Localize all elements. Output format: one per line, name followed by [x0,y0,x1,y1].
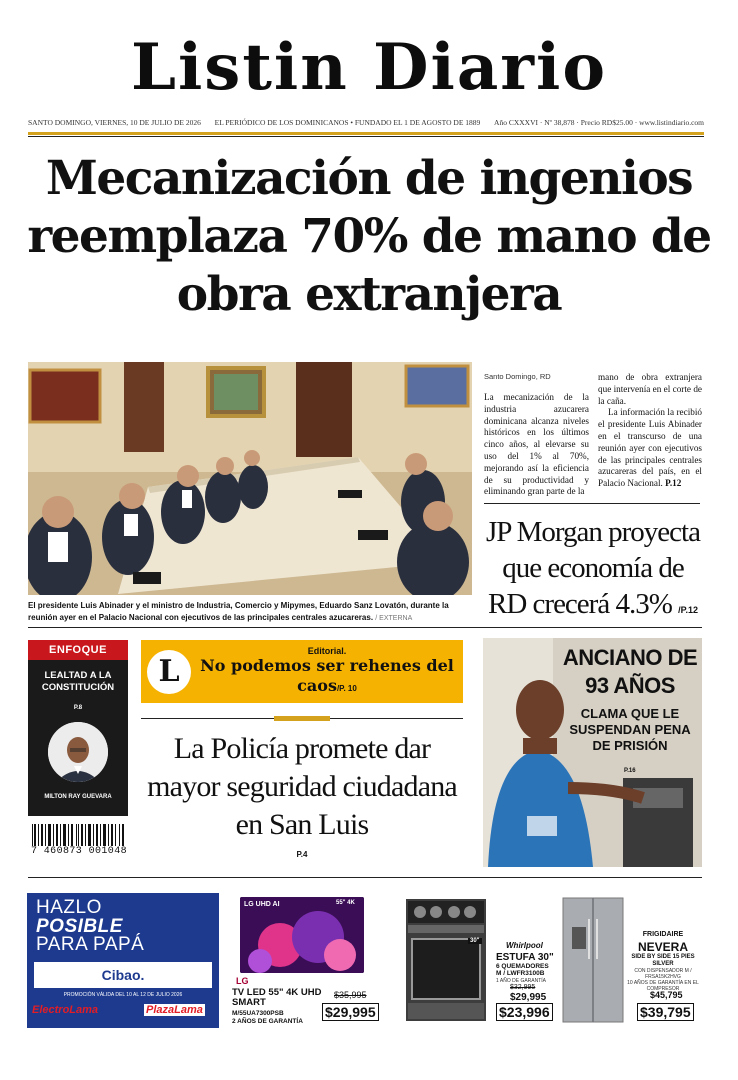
editorial-logo-letter: L [158,654,180,689]
enfoque-title: LEALTAD A LA CONSTITUCIÓN [41,670,115,693]
masthead-logo: Listin Diario [130,30,608,105]
section-rule [28,877,702,878]
stove-old-price: $32,995 [510,984,536,991]
author-portrait-icon [48,722,108,782]
story-page-ref[interactable]: P.12 [665,478,682,489]
stove-mid-price: $29,995 [510,992,547,1003]
tv-screen-badge: 55" 4K [336,900,355,906]
meeting-photo-illustration [28,362,472,595]
stove-icon [406,899,486,1021]
tv-screen-brand: LG UHD AI [244,901,280,908]
section-rule [28,627,702,628]
section-rule [484,503,700,504]
stove-warranty: 1 AÑO DE GARANTÍA [496,978,547,984]
barcode-number: 7 460873 001048 [28,846,130,857]
fridge-desc: SIDE BY SIDE 15 PIES SILVER [631,954,695,967]
gold-accent-rule [274,716,330,721]
issue-info: Año CXXXVI · Nº 38,878 · Precio RD$25.00 · www.listindiario.com [494,117,704,127]
enfoque-page: P.8 [73,705,83,711]
stove-desc: 6 QUEMADORES [496,963,549,970]
ad-electrolama-logo: ElectroLama [32,1004,99,1016]
policia-page: P.4 [296,850,308,859]
body-column-2 [598,372,702,490]
policia-headline[interactable]: La Policía promete dar mayor seguridad ciudadana en San Luis [147,732,457,841]
dateline: Santo Domingo, RD [484,372,551,381]
masthead-gold-rule [28,132,704,135]
main-headline[interactable]: Mecanización de ingenios reemplaza 70% de mano de obra extranjera [27,151,711,322]
stove-model: M / LWFR3100B [496,970,545,977]
tv-model: M/55UA7300PSB [232,1010,284,1017]
jp-morgan-page: /P.12 [678,605,698,615]
ad-cibao-promo: PROMOCIÓN VÁLIDA DEL 10 AL 12 DE JULIO 2026 [63,992,183,998]
ad-cibao-line1: HAZLO [36,897,102,918]
ad-cibao-line3: PARA PAPÁ [36,934,145,955]
stove-brand-logo: Whirlpool [506,941,543,950]
stove-image [406,899,486,1021]
stove-new-price: $23,996 [496,1003,553,1021]
jp-morgan-story[interactable] [484,514,702,628]
stove-badge: 30" [470,938,480,944]
photo-caption [28,600,474,625]
masthead-thin-rule [28,136,704,137]
jp-morgan-headline: JP Morgan proyecta que economía de RD crecerá 4.3% [486,516,700,620]
author-avatar [48,722,108,782]
body-column-2-p1: mano de obra extranjera que intervenía en el corte de la caña. [598,372,702,406]
tv-warranty: 2 AÑOS DE GARANTÍA [232,1018,303,1025]
fridge-warranty: 10 AÑOS DE GARANTÍA EN EL COMPRESOR [627,980,699,992]
editorial-kicker: Editorial. [307,646,347,656]
fridge-icon [562,897,624,1023]
anciano-subtitle: CLAMA QUE LE SUSPENDAN PENA DE PRISIÓN [569,706,691,753]
tv-new-price: $29,995 [322,1003,379,1021]
ad-cibao-line2: POSIBLE [36,916,123,937]
tv-screen-icon [240,897,364,973]
masthead-infobar [28,114,704,130]
fridge-brand-logo: FRIGIDAIRE [642,931,684,938]
tv-title: TV LED 55" 4K UHD SMART [232,987,322,1008]
tv-old-price: $35,995 [334,990,367,1000]
body-column-2-p2 [598,407,702,490]
caption-text: El presidente Luis Abinader y el ministro de Industria, Comercio y Mipymes, Eduardo Sanz Lovatón, durante la reunión ayer en el Palacio Nacional con ejecutivos de las principales centrales azucareras. [28,601,449,622]
fridge-image [562,897,624,1023]
enfoque-author: MILTON RAY GUEVARA [44,794,112,800]
body-column-2-p2-text: La información la recibió el presidente Luis Abinader en el transcurso de una reunión ayer con ejecutivos de las principales centrales azucareras del país, en el Palacio Nacional. [598,407,702,489]
tagline: EL PERIÓDICO DE LOS DOMINICANOS • FUNDADO EL 1 DE AGOSTO DE 1889 [214,117,481,127]
editorial-title [196,656,458,699]
ad-plazalama-logo: PlazaLama [146,1004,203,1016]
photo-credit: / EXTERNA [375,615,413,622]
ad-cibao-brand: Cibao. [101,967,145,983]
fridge-new-price: $39,795 [637,1003,694,1021]
fridge-detail: CON DISPENSADOR M / FRSA15K2HVG [634,968,692,980]
editorial-page: /P. 10 [336,684,357,693]
body-column-1: La mecanización de la industria azucarera dominicana alcanza niveles históricos en los últimos cinco años, al elevarse su uso del 1% al 70%, mejorando así la eficiencia de su productividad y eliminando gran parte de la [484,392,589,497]
enfoque-label: ENFOQUE [28,640,128,660]
stove-title: ESTUFA 30" [496,952,554,963]
anciano-title: ANCIANO DE 93 AÑOS [562,645,698,698]
fridge-old-price: $45,795 [650,990,683,1000]
tv-screen-image [240,897,364,973]
editorial-title-text: No podemos ser rehenes del caos [200,656,454,695]
fridge-title: NEVERA [637,940,688,954]
place-date: SANTO DOMINGO, VIERNES, 10 DE JULIO DE 2026 [28,117,201,127]
anciano-page: P.16 [624,768,636,774]
main-photo[interactable] [28,362,472,595]
tv-brand-logo: LG [236,976,249,986]
